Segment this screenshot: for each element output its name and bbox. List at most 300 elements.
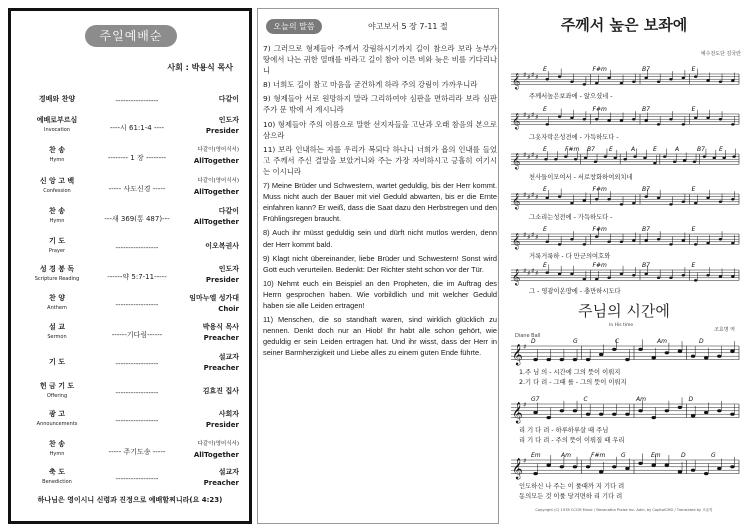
order-item-name [27,439,87,458]
note-head [693,161,696,164]
chord-symbol: B7 [642,262,650,269]
note-head [691,469,695,472]
order-item-name [27,357,87,368]
order-item-name [27,264,87,283]
verse-de-9: 9) Klagt nicht übereinander, liebe Brüder und Schwestern! Sonst wird Gott euch verurteilen. Bedenkt: Der Richter steht schon vor der Tür. [263,253,497,274]
chord-symbol: G [711,452,716,459]
note-head [731,275,734,278]
key-sharp: ♯ [523,401,527,409]
key-sharp: ♯ [531,191,535,199]
verse-de-7: 7) Meine Brüder und Schwestern, wartet geduldig, bis der Herr kommt. Muss nicht auch der Bauer mit viel Geduld abwarten, bis er die Ernte einfahren kann? Er weiß, dass die Saat dazu den Herbstregen und den Frühlingsregen braucht. [263,181,497,224]
chord-symbol: D [699,338,704,345]
note-head [560,358,564,361]
note-head [706,79,709,82]
note-head [632,274,635,277]
chord-symbol: G [573,338,578,345]
chord-symbol: F#m [592,226,607,233]
note-head [560,409,564,412]
note-head [644,195,647,198]
order-item-presenter [159,352,239,374]
chord-symbol: F#m [565,146,580,153]
order-item-detail: ----------------- [115,301,159,309]
note-head [583,278,586,281]
note-head [651,464,655,467]
note-head [546,416,550,419]
order-item-name-en: Benediction [42,479,72,485]
scripture-panel [257,8,499,524]
key-sharp: ♯ [531,267,535,275]
note-head [638,409,642,412]
worship-order-title: 주일예배순 [85,25,177,47]
verse-ko-8: 8) 너희도 길이 참고 마음을 굳건하게 하라 주의 강림이 가까우니라 [263,80,478,90]
order-item-presenter-en: Preacher [203,364,239,372]
order-item-presenter-en: AllTogether [193,188,239,196]
key-sharp: ♯ [527,233,531,242]
note-head [732,155,735,158]
chord-symbol: E [691,106,696,113]
key-sharp: ♯ [527,153,531,162]
chord-symbol: E [543,146,547,153]
note-head [595,82,598,85]
lyric-line: 2.기 다 려 - 그때 를 - 그의 뜻이 이뤄지 [519,379,627,386]
lyric-line: 주께서높은보좌에 - 앉으셨네 - [529,93,613,100]
order-item-presenter-ko: 다같이 [218,95,239,103]
order-item-name-ko: 찬 송 [49,146,65,154]
note-head [620,119,623,122]
note-head [717,355,721,358]
lyric-line: 그옷자락은성전에 - 가득하도다 - [529,134,619,141]
note-head [665,409,669,412]
note-head [612,413,616,416]
lyric-line: 인도하신 나 주는 이 룰때까 지 기다 려 [519,483,625,490]
order-item-name-en: Sermon [47,334,67,340]
note-head [632,81,635,84]
note-head [570,238,573,241]
note-head [644,77,647,80]
note-head [632,239,635,242]
key-sharp: ♯ [523,457,527,465]
note-head [625,413,629,416]
key-sharp: ♯ [523,267,527,275]
note-head [620,273,623,276]
order-item-presenter-ko: 다같이(영어식서) [197,147,239,153]
note-head [607,77,610,80]
order-item-presenter-en: Presider [205,421,239,429]
verse-ko-9: 9) 형제들아 서로 원망하지 말라 그리하여야 심판을 면하리라 보라 심판주가 문 밖에 서 계시니라 [263,94,497,115]
note-head [669,203,672,206]
note-head [694,117,697,120]
note-head [651,416,655,419]
order-item-presenter-ko: 이오복권사 [205,242,239,250]
order-item-presenter-ko: 설교자 [218,468,239,476]
note-head [719,275,722,278]
order-item-name-ko: 기 도 [49,358,65,366]
note-head [595,235,598,238]
note-head [682,274,685,277]
order-item-name [27,236,87,255]
order-item-name [27,145,87,164]
key-sharp: ♯ [531,111,535,119]
note-head [694,243,697,246]
verse-de-10: 10) Nehmt euch ein Beispiel an den Propheten, die im Auftrag des Herrn gesprochen haben. Wie vorbildlich und mit welcher Geduld haben sie alle Leiden ertragen! [263,278,497,310]
note-head [682,239,685,242]
order-item-presenter-en: AllTogether [193,157,239,165]
note-head [545,241,548,244]
note-head [669,78,672,81]
treble-clef: 𝄞 [512,233,521,250]
note-head [607,277,610,280]
note-head [691,414,695,417]
note-head [665,464,669,467]
order-item-name-en: Confession [43,188,71,194]
order-item-presenter [159,206,239,228]
note-head [632,202,635,205]
song1-title: 주께서 높은 보좌에 [560,16,688,34]
note-head [583,199,586,202]
song2-title: 주님의 시간에 [578,302,670,320]
order-item-presenter-ko: 인도자 [218,265,239,273]
note-head [694,202,697,205]
key-sharp: ♯ [535,153,539,162]
order-item-name-en: Announcements [36,421,78,427]
order-item-name-ko: 찬 송 [49,440,65,448]
order-item-name-ko: 찬 양 [49,294,65,302]
order-item-detail: ------약 5:7-11----- [107,273,167,281]
note-head [682,77,685,80]
note-head [573,465,577,468]
note-head [706,242,709,245]
treble-clef: 𝄞 [512,344,523,366]
order-item-name [27,322,87,341]
note-head [586,413,590,416]
note-head [612,348,616,351]
note-head [694,75,697,78]
scripture-text [263,43,497,361]
worship-order-row [11,439,249,469]
note-head [625,467,629,470]
order-item-name-en: Anthem [47,305,67,311]
chord-symbol: C [615,338,620,345]
key-sharp: ♯ [531,231,535,239]
order-item-presenter [159,386,239,397]
note-head [682,123,685,126]
chord-symbol: Em [651,452,661,459]
chord-symbol: F#m [592,262,607,269]
note-head [570,202,573,205]
key-sharp: ♯ [531,71,535,79]
order-item-presenter-en: Preacher [203,334,239,342]
order-item-presenter [159,176,239,198]
note-head [620,203,623,206]
note-head [704,472,708,475]
treble-clef: 𝄞 [512,153,521,170]
order-item-name-en: Hymn [49,157,65,163]
order-item-presenter-ko: 다같이(영어식서) [197,441,239,447]
worship-order-row [11,381,249,411]
order-item-presenter-ko: 다같이 [218,207,239,215]
key-sharp: ♯ [535,193,539,202]
note-head [669,118,672,121]
chord-symbol: Em [531,452,541,459]
note-head [623,158,626,161]
order-item-name-ko: 기 도 [49,237,65,245]
treble-clef: 𝄞 [512,458,523,480]
chord-symbol: D [681,452,686,459]
note-head [599,470,603,473]
song2-subtitle: In His time [609,323,634,328]
order-item-name-ko: 경배와 찬양 [38,95,76,103]
chord-symbol: B7 [697,146,705,153]
note-head [599,413,603,416]
order-item-detail: ----------------- [115,97,159,105]
note-head [731,242,734,245]
order-item-detail: -------- 1 장 -------- [107,154,167,162]
chord-symbol: E [653,146,657,153]
note-head [657,238,660,241]
note-head [558,243,561,246]
note-head [625,358,629,361]
key-sharp: ♯ [535,233,539,242]
lyric-line: 1.주 님 의 - 시간에 그의 뜻이 이뤄지 [519,369,621,376]
order-item-name-ko: 성 경 봉 독 [39,265,75,273]
key-sharp: ♯ [523,191,527,199]
order-item-name-en: Scripture Reading [34,276,80,282]
note-head [719,81,722,84]
note-head [620,241,623,244]
worship-order-row [11,467,249,497]
order-item-name-ko: 광 고 [49,410,65,418]
key-sharp: ♯ [531,151,535,159]
note-head [730,350,734,353]
key-sharp: ♯ [535,73,539,82]
chord-symbol: E [543,106,547,113]
order-item-detail: ----시 61:1-4 ---- [109,124,165,132]
note-head [570,273,573,276]
note-head [691,355,695,358]
note-head [731,79,734,82]
order-item-name-ko: 헌 금 기 도 [39,382,75,390]
note-head [731,198,734,201]
note-head [678,350,682,353]
chord-symbol: E [691,186,696,193]
note-head [586,465,590,468]
chord-symbol: F#m [592,66,607,73]
key-sharp: ♯ [523,151,527,159]
order-item-presenter [159,241,239,252]
order-item-detail: ------기다림------ [111,331,163,339]
note-head [713,157,716,160]
note-head [545,197,548,200]
note-head [665,351,669,354]
note-head [533,472,537,475]
key-sharp: ♯ [523,71,527,79]
chord-symbol: B7 [642,66,650,73]
note-head [706,197,709,200]
chord-symbol: E [543,66,547,73]
order-item-name-ko: 신 앙 고 백 [39,177,75,185]
chord-symbol: E [691,226,696,233]
treble-clef: 𝄞 [512,73,521,90]
song2-translator: 조효명 역 [714,327,735,333]
song2-composer: Diane Ball [515,333,541,339]
order-item-name-ko: 예배로부르심 [36,116,78,124]
note-head [607,241,610,244]
key-sharp: ♯ [523,111,527,119]
note-head [546,464,550,467]
note-head [544,158,547,161]
worship-order-row [11,115,249,145]
note-head [717,467,721,470]
note-head [546,358,550,361]
order-item-detail: ----------------- [115,360,159,368]
note-head [651,356,655,359]
order-item-presenter [159,94,239,105]
chord-symbol: B7 [642,106,650,113]
order-item-name [27,176,87,195]
key-sharp: ♯ [523,343,527,351]
note-head [730,465,734,468]
note-head [614,157,617,160]
chord-symbol: Am [636,396,646,403]
lyric-line: 거룩거룩하 - 다 만군의여호와 [529,253,611,260]
chord-symbol: G [621,452,626,459]
key-sharp: ♯ [527,269,531,278]
note-head [583,118,586,121]
verse-ko-7: 7) 그러므로 형제들아 주께서 강림하시기까지 길이 참으라 보라 농부가 땅에서 나는 귀한 열매를 바라고 길이 참아 이른 비와 늦은 비를 기다리나니 [263,44,497,76]
key-sharp: ♯ [523,231,527,239]
chord-symbol: Am [657,338,667,345]
order-item-presenter [159,322,239,344]
note-head [545,123,548,126]
chord-symbol: B7 [642,226,650,233]
chord-symbol: F#m [592,106,607,113]
note-head [706,117,709,120]
order-item-name-ko: 축 도 [49,468,65,476]
order-item-presenter-en: Preacher [203,479,239,487]
note-head [560,465,564,468]
order-item-name [27,409,87,428]
order-item-name [27,381,87,400]
note-head [719,118,722,121]
order-item-presenter [159,467,239,489]
note-head [643,157,646,160]
order-item-name-en: Offering [46,393,68,399]
order-item-name [27,94,87,105]
order-item-presenter-en: Choir [218,305,239,313]
note-head [632,118,635,121]
note-head [558,195,561,198]
order-item-detail: ----------------- [115,244,159,252]
note-head [638,462,642,465]
order-item-presenter-en: Presider [205,127,239,135]
verse-ko-11: 11) 보라 인내하는 자를 우리가 복되다 하나니 너희가 욥의 인내를 들었고 주께서 주신 결말을 보았거니와 주는 가장 자비하시고 긍휼히 여기시는 이시니라 [263,144,497,176]
hymn-sheet-panel [503,8,745,524]
note-head [717,409,721,412]
chord-symbol: A [631,146,636,153]
note-head [595,278,598,281]
worship-leader: 사회 : 박용식 목사 [167,63,233,72]
order-item-name-ko: 설 교 [49,323,65,331]
key-sharp: ♯ [527,113,531,122]
note-head [558,273,561,276]
worship-order-footer-verse: 하나님은 영이시니 신령과 진정으로 예배할찌니라(요 4:23) [37,496,223,504]
note-head [545,271,548,274]
order-item-presenter [159,115,239,137]
order-item-presenter-ko: 인도자 [218,116,239,124]
order-item-name-en: Hymn [49,451,65,457]
order-item-detail: ----------------- [115,475,159,483]
chord-symbol: E [691,262,696,269]
treble-clef: 𝄞 [512,402,523,424]
note-head [599,353,603,356]
lyric-line: 그소리는성전에 - 가득하도다 - [529,214,613,221]
order-item-detail: ---새 369(통 487)--- [104,215,170,223]
order-item-presenter-en: Presider [205,276,239,284]
chord-symbol: E [609,146,613,153]
note-head [653,162,656,165]
chord-symbol: A [675,146,680,153]
worship-order-row [11,322,249,352]
order-item-name-ko: 찬 송 [49,207,65,215]
note-head [533,358,537,361]
chord-symbol: B7 [587,146,595,153]
note-head [586,358,590,361]
note-head [570,117,573,120]
chord-symbol: E [543,262,547,269]
order-item-presenter [159,145,239,167]
note-head [607,119,610,122]
note-head [595,198,598,201]
note-head [644,119,647,122]
order-item-presenter-ko: 임마누엘 성가대 [189,294,239,302]
order-item-name [27,467,87,486]
chord-symbol: F#m [592,186,607,193]
chord-symbol: E [543,226,547,233]
lyric-line: 리 기 다 려 - 주의 뜻이 이뤄질 때 우리 [519,437,625,444]
worship-order-row [11,145,249,175]
note-head [558,115,561,118]
chord-symbol: D [688,396,694,403]
chord-symbol: C [583,396,588,403]
song2-copyright: Copyright (C) 1978 CCCM Music / Maranatha Praise Inc. Adm. by CapitolCMG / Translated by 조효명 [535,508,713,512]
note-head [657,277,660,280]
worship-order-row [11,293,249,323]
note-head [730,413,734,416]
worship-order-row [11,409,249,439]
treble-clef: 𝄞 [512,193,521,210]
song1-credit: 예수전도단 김국란 [700,51,741,57]
worship-order-row [11,206,249,236]
order-item-detail: ----------------- [115,389,159,397]
note-head [558,75,561,78]
chord-symbol: F#m [591,452,606,459]
order-item-presenter-ko: 사회자 [218,410,239,418]
order-item-presenter-ko: 박용식 목사 [202,323,239,331]
note-head [570,81,573,84]
chord-symbol: G7 [531,396,540,403]
key-sharp: ♯ [535,113,539,122]
note-head [682,201,685,204]
note-head [595,118,598,121]
lyric-line: 천사들이모여서 - 서로창화하여외치네 [529,174,633,181]
note-head [703,155,706,158]
order-item-presenter-ko: 김효진 집사 [202,387,239,395]
note-head [719,201,722,204]
note-head [633,155,636,158]
order-item-name [27,115,87,134]
order-item-name [27,206,87,225]
lyric-line: 동의모든 것 이룰 당겨면하 리 기다 려 [519,493,623,500]
